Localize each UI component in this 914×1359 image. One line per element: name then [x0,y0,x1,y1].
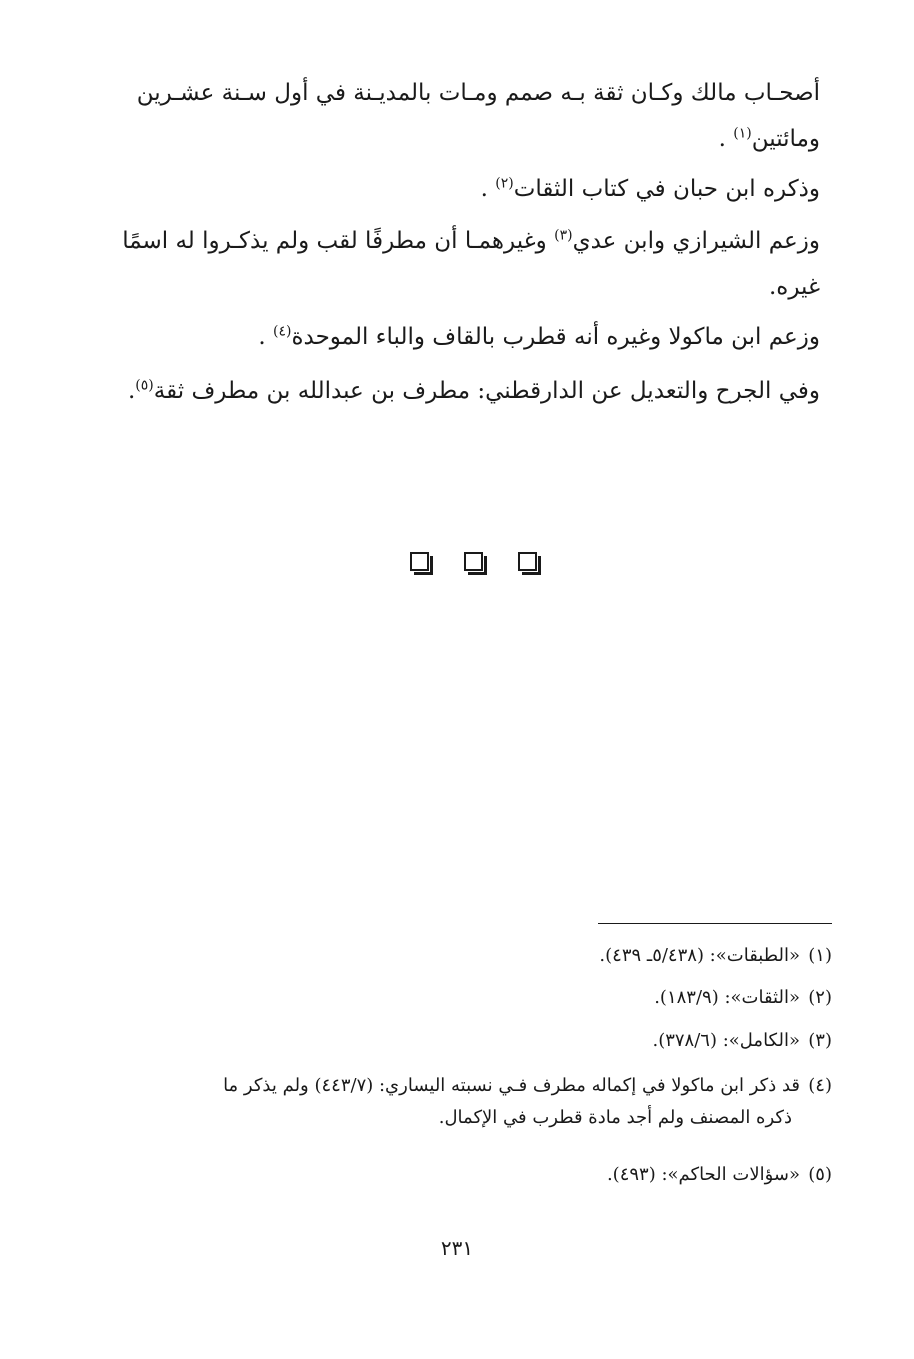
paragraph-3-line-2-text: غيره. [768,274,820,300]
paragraph-1-end: . [718,126,734,152]
footnote-1-number: (١) [808,945,832,966]
footnote-2-text: «الثقات»: (١٨٣/٩). [654,987,800,1008]
footnote-5 [92,1161,832,1189]
footnote-separator [598,923,832,924]
footnote-marker-1: (١) [733,125,752,142]
square-ornament-icon [464,552,486,574]
footnote-5-text: «سؤالات الحاكم»: (٤٩٣). [606,1164,800,1185]
paragraph-2 [120,174,820,204]
footnote-4 [92,1072,832,1132]
paragraph-2-text: وذكره ابن حبان في كتاب الثقات [513,176,820,202]
paragraph-1-line-1 [120,78,820,108]
footnote-4-line-2: ذكره المصنف ولم أجد مادة قطرب في الإكمال. [438,1107,792,1128]
paragraph-1-line-2-text: ومائتين [751,126,820,152]
paragraph-5-text: وفي الجرح والتعديل عن الدارقطني: مطرف بن عبدالله بن مطرف ثقة [153,378,820,404]
footnote-1 [92,942,832,970]
footnote-4-line-1 [92,1072,832,1100]
paragraph-2-end: . [480,176,496,202]
paragraph-4 [120,322,820,352]
paragraph-4-text: وزعم ابن ماكولا وغيره أنه قطرب بالقاف والباء الموحدة [291,324,820,350]
footnote-4-text: قد ذكر ابن ماكولا في إكماله مطرف فـي نسبته اليساري: (٤٤٣/٧) ولم يذكر ما [223,1075,800,1096]
paragraph-3-text-a: وزعم الشيرازي وابن عدي [572,228,820,254]
paragraph-3-text-b: وغيرهمـا أن مطرفًا لقب ولم يذكـروا له اسمًا [122,228,555,254]
page-number: ٢٣١ [440,1236,474,1260]
footnote-2-number: (٢) [808,987,832,1008]
paragraph-3-line-1 [120,226,820,256]
paragraph-5 [120,376,820,406]
square-ornament-icon [410,552,432,574]
section-divider-ornament [410,552,540,582]
footnote-3-text: «الكامل»: (٣٧٨/٦). [652,1030,800,1051]
paragraph-5-end: . [127,378,136,404]
paragraph-1-line-1-text: أصحـاب مالك وكـان ثقة بـه صمم ومـات بالمديـنة في أول سـنة عشـرين [136,80,820,106]
paragraph-4-end: . [258,324,273,350]
footnote-1-text: «الطبقات»: (٥/٤٣٨ـ ٤٣٩). [599,945,800,966]
footnote-4-number: (٤) [808,1075,832,1096]
footnote-marker-2: (٢) [495,175,514,192]
paragraph-3-line-2 [120,272,820,302]
footnote-3-number: (٣) [808,1030,832,1051]
footnote-marker-5: (٥) [135,377,154,394]
footnote-2 [92,984,832,1012]
footnote-3 [92,1027,832,1055]
paragraph-1-line-2 [120,124,820,154]
footnote-marker-3: (٣) [554,227,573,244]
footnote-marker-4: (٤) [272,323,292,340]
footnote-5-number: (٥) [808,1164,832,1185]
square-ornament-icon [518,552,540,574]
